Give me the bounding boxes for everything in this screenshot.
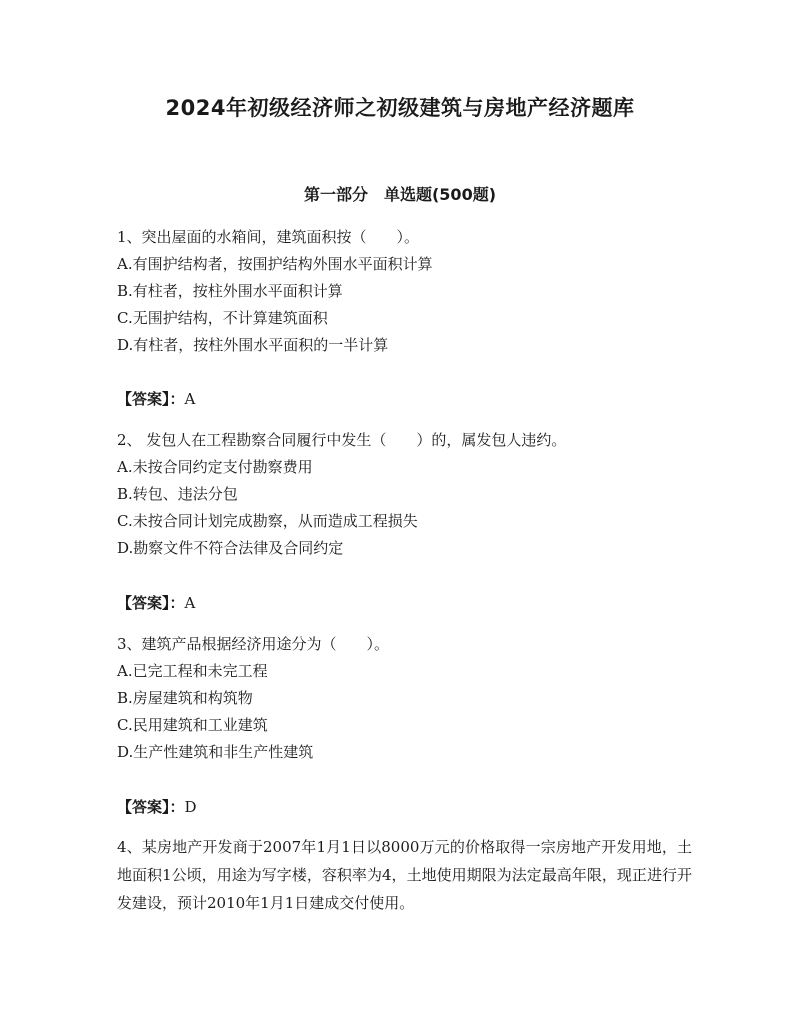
section-title: 第一部分 单选题(500题)	[303, 185, 497, 204]
question-3-stem: 3、建筑产品根据经济用途分为（ ）。	[117, 635, 390, 653]
question-2-stem: 2、 发包人在工程勘察合同履行中发生（ ）的，属发包人违约。	[117, 431, 567, 449]
question-1-answer	[117, 386, 697, 412]
answer-value: A	[184, 390, 196, 408]
question-3-option-c: C.民用建筑和工业建筑	[117, 716, 268, 734]
answer-label: 【答案】：	[117, 798, 185, 816]
question-2-answer	[117, 590, 697, 616]
answer-label: 【答案】：	[117, 390, 185, 408]
question-3-option-d: D.生产性建筑和非生产性建筑	[117, 743, 314, 761]
question-1-option-a: A.有围护结构者，按围护结构外围水平面积计算	[117, 255, 433, 273]
document-title: 2024年初级经济师之初级建筑与房地产经济题库	[165, 96, 635, 120]
question-3-option-a: A.已完工程和未完工程	[117, 662, 268, 680]
question-1-option-d: D.有柱者，按柱外围水平面积的一半计算	[117, 336, 389, 354]
question-3-option-b: B.房屋建筑和构筑物	[117, 689, 253, 707]
question-3-answer	[117, 794, 697, 820]
question-1-stem: 1、突出屋面的水箱间，建筑面积按（ ）。	[117, 228, 420, 246]
question-4-stem: 4、某房地产开发商于2007年1月1日以8000万元的价格取得一宗房地产开发用地，土地面积1公顷，用途为写字楼，容积率为4，土地使用期限为法定最高年限，现正进行开发建设，预计2010年1月1日建成交付使用。	[117, 838, 692, 912]
answer-value: D	[184, 798, 197, 816]
question-1-option-b: B.有柱者，按柱外围水平面积计算	[117, 282, 343, 300]
question-2-option-b: B.转包、违法分包	[117, 485, 238, 503]
question-1-option-c: C.无围护结构，不计算建筑面积	[117, 309, 328, 327]
answer-label: 【答案】：	[117, 594, 185, 612]
question-2-option-d: D.勘察文件不符合法律及合同约定	[117, 539, 344, 557]
question-2-option-a: A.未按合同约定支付勘察费用	[117, 458, 313, 476]
question-2-option-c: C.未按合同计划完成勘察，从而造成工程损失	[117, 512, 418, 530]
answer-value: A	[184, 594, 196, 612]
